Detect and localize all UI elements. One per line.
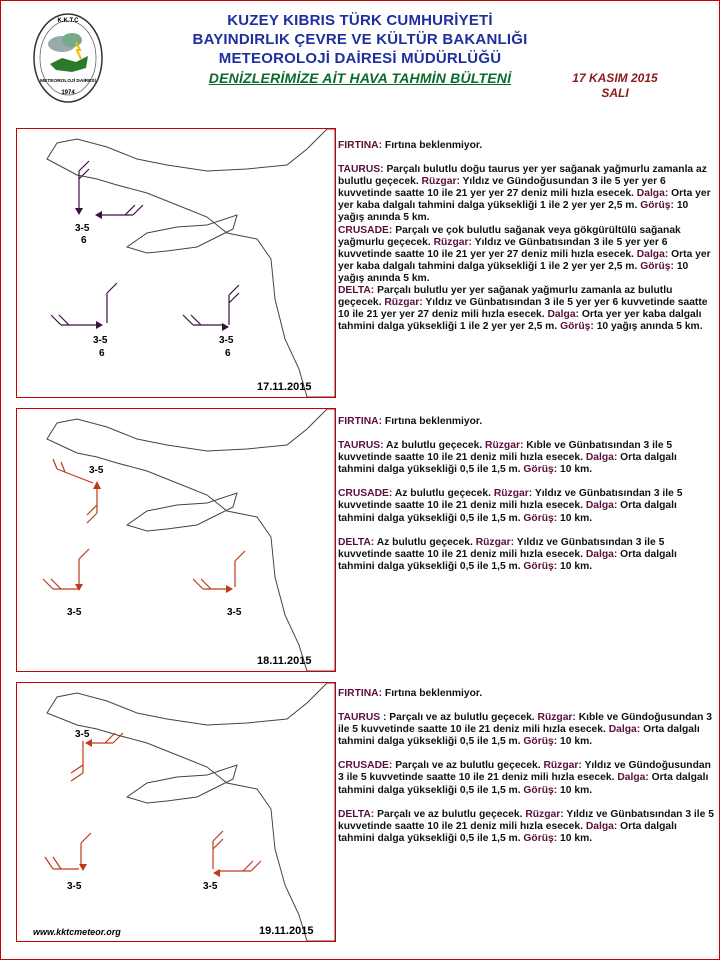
wave-label: 3-5 — [75, 729, 90, 740]
bulletin-weekday: SALI — [601, 86, 629, 100]
forecast-text-day3 — [338, 688, 714, 857]
website-link[interactable]: www.kktcmeteor.org — [33, 927, 121, 937]
crusade-sky: Parçalı ve çok bulutlu sağanak veya gökgürültülü sağanak yağmurlu geçecek. — [338, 224, 681, 248]
taurus-vis: 10 km. — [557, 736, 593, 748]
crusade-wind: Yıldız ve Günbatısından 3 ile 5 kuvvetinde saatte 10 ile 21 deniz mili hızla esecek. — [338, 488, 683, 512]
delta-wave: Orta yer yer kaba dalgalı tahmini dalga yüksekliği 1 ile 2 yer yer 2,5 m. — [338, 309, 702, 333]
sea-map-day1 — [17, 129, 335, 397]
vis-key: Görüş: — [523, 832, 558, 844]
meteorology-logo — [32, 12, 104, 104]
header-line-3: METEOROLOJİ DAİRESİ MÜDÜRLÜĞÜ — [218, 50, 502, 67]
wave-label: 3-5 — [89, 465, 104, 476]
crusade-vis: 10 yağış anında 5 km. — [338, 260, 689, 284]
vis-key: Görüş: — [523, 736, 558, 748]
wind-key: Rüzgar: — [537, 712, 576, 724]
wind-key: Rüzgar: — [475, 536, 515, 548]
map-panel-day1 — [16, 128, 336, 398]
wind-key: Rüzgar: — [421, 176, 460, 188]
crusade-wave: Orta dalgalı tahmini dalga yüksekliği 0,5 ile 1,5 m. — [338, 772, 709, 796]
vis-key: Görüş: — [523, 560, 558, 572]
wave-label: 3-5 — [227, 607, 242, 618]
delta-wind: Yıldız ve Günbatısından 3 ile 5 kuvvetinde saatte 10 ile 21 deniz mili hızla esecek. — [338, 536, 665, 560]
wave-key: Dalga: — [585, 820, 618, 832]
sea-map-day3 — [17, 683, 335, 941]
wave-label: 3-5 — [219, 335, 234, 346]
taurus-vis: 10 km. — [557, 464, 593, 476]
taurus-key: TAURUS: — [338, 164, 384, 176]
taurus-vis: 10 yağış anında 5 km. — [338, 200, 689, 224]
taurus-wave: Orta dalgalı tahmini dalga yüksekliği 0,5 ile 1,5 m. — [338, 724, 700, 748]
wave-key: Dalga: — [585, 452, 618, 464]
header-line-1: KUZEY KIBRIS TÜRK CUMHURİYETİ — [227, 12, 493, 29]
taurus-sky: Parçalı bulutlu doğu taurus yer yer sağanak yağmurlu zamanla az bulutlu geçecek. — [338, 164, 707, 188]
crusade-wind: Yıldız ve Gündoğusundan 3 ile 5 kuvvetinde saatte 10 ile 21 deniz mili hızla esecek. — [338, 760, 711, 784]
delta-sky: Parçalı bulutlu yer yer sağanak yağmurlu zamanla az bulutlu geçecek. — [338, 285, 673, 309]
crusade-key: CRUSADE: — [338, 224, 393, 236]
crusade-wave: Orta yer yer kaba dalgalı tahmini dalga yüksekliği 1 ile 2 yer yer 2,5 m. — [338, 248, 711, 272]
wind-key: Rüzgar: — [485, 440, 524, 452]
taurus-sky: Az bulutlu geçecek. — [383, 440, 486, 452]
delta-sky: Parçalı ve az bulutlu geçecek. — [374, 808, 526, 820]
storm-key: FIRTINA: — [338, 140, 383, 151]
delta-vis: 10 km. — [557, 560, 593, 572]
wind-key: Rüzgar: — [433, 236, 472, 248]
taurus-key: TAURUS: — [338, 440, 384, 452]
map-date-day2: 18.11.2015 — [257, 655, 312, 667]
vis-key: Görüş: — [523, 464, 558, 476]
storm-key: FIRTINA: — [338, 416, 383, 427]
forecast-text-day1 — [338, 140, 714, 333]
taurus-wind: Kıble ve Günbatısından 3 ile 5 kuvvetinde saatte 10 ile 21 deniz mili hızla esecek. — [338, 440, 673, 464]
wave-key: Dalga: — [608, 724, 641, 736]
map-date-day1: 17.11.2015 — [257, 381, 312, 393]
delta-vis: 10 km. — [557, 832, 593, 844]
delta-wind: Yıldız ve Günbatısından 3 ile 5 yer yer 6 kuvvetinde saatte 10 ile 21 yer yer 27 deniz mili hızla esecek. — [338, 297, 708, 321]
map-panel-day2 — [16, 408, 336, 672]
crusade-key: CRUSADE: — [338, 488, 393, 500]
wind-key: Rüzgar: — [493, 488, 533, 500]
logo-year: 1974 — [61, 90, 75, 96]
delta-wave: Orta dalgalı tahmini dalga yüksekliği 0,5 ile 1,5 m. — [338, 548, 677, 572]
map-date-day3: 19.11.2015 — [259, 925, 314, 937]
delta-key: DELTA: — [338, 285, 375, 297]
crusade-vis: 10 km. — [557, 512, 593, 524]
delta-wind: Yıldız ve Günbatısından 3 ile 5 kuvvetinde saatte 10 ile 21 deniz mili hızla esecek. — [338, 808, 714, 832]
sea-map-day2 — [17, 409, 335, 671]
taurus-wave: Orta dalgalı tahmini dalga yüksekliği 0,5 ile 1,5 m. — [338, 452, 677, 476]
vis-key: Görüş: — [640, 260, 674, 272]
delta-vis: 10 yağış anında 5 km. — [593, 321, 703, 333]
taurus-key: TAURUS : — [338, 712, 387, 724]
storm-text: Fırtına beklenmiyor. — [382, 140, 483, 151]
crusade-vis: 10 km. — [557, 784, 593, 796]
wave-label: 6 — [99, 348, 105, 359]
logo-ring-text: METEOROLOJİ DAİRESİ — [40, 79, 96, 84]
bulletin-date: 17 KASIM 2015 — [572, 71, 658, 85]
crusade-sky: Parçalı ve az bulutlu geçecek. — [392, 760, 544, 772]
wave-label: 3-5 — [75, 223, 90, 234]
wave-label: 3-5 — [203, 881, 218, 892]
crusade-sky: Az bulutlu geçecek. — [392, 488, 494, 500]
vis-key: Görüş: — [560, 321, 594, 333]
logo-top-text: K.K.T.C — [57, 18, 79, 24]
map-panel-day3 — [16, 682, 336, 942]
wave-label: 6 — [225, 348, 231, 359]
delta-key: DELTA: — [338, 808, 375, 820]
wind-key: Rüzgar: — [543, 760, 582, 772]
delta-key: DELTA: — [338, 536, 375, 548]
wave-key: Dalga: — [636, 188, 669, 200]
crusade-key: CRUSADE: — [338, 760, 393, 772]
wave-label: 3-5 — [67, 881, 82, 892]
wave-key: Dalga: — [585, 548, 618, 560]
bulletin-title: DENİZLERİMİZE AİT HAVA TAHMİN BÜLTENİ — [208, 70, 512, 86]
wind-key: Rüzgar: — [384, 297, 423, 309]
taurus-wind: Yıldız ve Gündoğusundan 3 ile 5 yer yer 6 kuvvetinde saatte 10 ile 21 yer yer 27 deniz mili hızla esecek. — [338, 176, 666, 200]
vis-key: Görüş: — [523, 784, 558, 796]
header-line-2: BAYINDIRLIK ÇEVRE VE KÜLTÜR BAKANLIĞI — [192, 31, 528, 48]
wave-key: Dalga: — [617, 772, 649, 784]
wind-key: Rüzgar: — [525, 808, 564, 820]
taurus-wind: Kıble ve Gündoğusundan 3 ile 5 kuvvetinde saatte 10 ile 21 deniz mili hızla esecek. — [338, 712, 713, 736]
crusade-wind: Yıldız ve Günbatısından 3 ile 5 yer yer 6 kuvvetinde saatte 10 ile 21 yer yer 27 deniz mili hızla esecek. — [338, 236, 668, 260]
delta-sky: Az bulutlu geçecek. — [374, 536, 476, 548]
wave-label: 3-5 — [67, 607, 82, 618]
vis-key: Görüş: — [640, 200, 674, 212]
crusade-wave: Orta dalgalı tahmini dalga yüksekliği 0,5 ile 1,5 m. — [338, 500, 677, 524]
forecast-text-day2 — [338, 416, 714, 585]
wave-label: 6 — [81, 235, 87, 246]
wave-key: Dalga: — [636, 248, 669, 260]
delta-wave: Orta dalgalı tahmini dalga yüksekliği 0,5 ile 1,5 m. — [338, 820, 677, 844]
wave-label: 3-5 — [93, 335, 108, 346]
wave-key: Dalga: — [547, 309, 579, 321]
storm-text: Fırtına beklenmiyor. — [382, 688, 483, 699]
storm-key: FIRTINA: — [338, 688, 383, 699]
wave-key: Dalga: — [585, 500, 618, 512]
taurus-wave: Orta yer yer kaba dalgalı tahmini dalga yüksekliği 1 ile 2 yer yer 2,5 m. — [338, 188, 711, 212]
taurus-sky: Parçalı ve az bulutlu geçecek. — [386, 712, 538, 724]
storm-text: Fırtına beklenmiyor. — [382, 416, 483, 427]
vis-key: Görüş: — [523, 512, 558, 524]
